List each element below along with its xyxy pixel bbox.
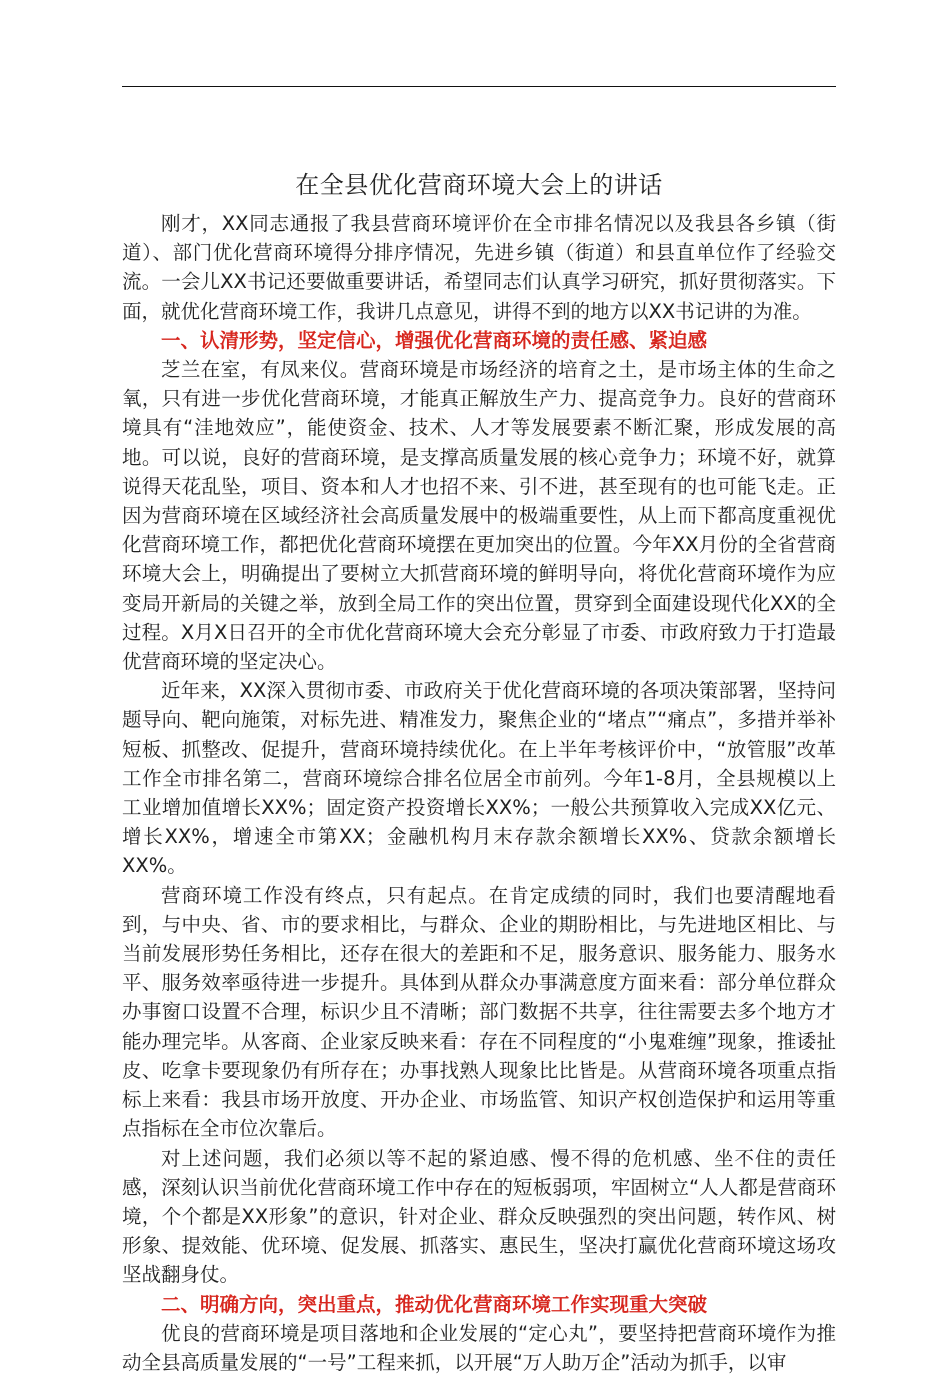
paragraph-urgency: 对上述问题，我们必须以等不起的紧迫感、慢不得的危机感、坐不住的责任感，深刻认识当前优化营商环境工作中存在的短板弱项，牢固树立“人人都是营商环境，个个都是XX形象”的意识，针对企业、群众反映强烈的突出问题，转作风、树形象、提效能、优环境、促发展、抓落实、惠民生，坚决打赢优化营商环境这场攻坚战翻身仗。 [122,1146,836,1287]
paragraph-intro: 刚才，XX同志通报了我县营商环境评价在全市排名情况以及我县各乡镇（街道）、部门优化营商环境得分排序情况，先进乡镇（街道）和县直单位作了经验交流。一会儿XX书记还要做重要讲话，希望同志们认真学习研究，抓好贯彻落实。下面，就优化营商环境工作，我讲几点意见，讲得不到的地方以XX书记讲的为准。 [122,212,836,323]
paragraph-business-environment-importance: 芝兰在室，有凤来仪。营商环境是市场经济的培育之土，是市场主体的生命之氧，只有进一步优化营商环境，才能真正解放生产力、提高竞争力。良好的营商环境具有“洼地效应”，能使资金、技术、人才等发展要素不断汇聚，形成发展的高地。可以说，良好的营商环境，是支撑高质量发展的核心竞争力；环境不好，就算说得天花乱坠，项目、资本和人才也招不来、引不进，甚至现有的也可能飞走。正因为营商环境在区域经济社会高质量发展中的极端重要性，从上而下都高度重视优化营商环境工作，都把优化营商环境摆在更加突出的位置。今年XX月份的全省营商环境大会上，明确提出了要树立大抓营商环境的鲜明导向，将优化营商环境作为应变局开新局的关键之举，放到全局工作的突出位置，贯穿到全面建设现代化XX的全过程。X月X日召开的全市优化营商环境大会充分彰显了市委、市政府致力于打造最优营商环境的坚定决心。 [122,358,836,674]
header-rule [122,86,836,87]
paragraph-existing-gaps: 营商环境工作没有终点，只有起点。在肯定成绩的同时，我们也要清醒地看到，与中央、省、市的要求相比，与群众、企业的期盼相比，与先进地区相比、与当前发展形势任务相比，还存在很大的差距和不足，服务意识、服务能力、服务水平、服务效率亟待进一步提升。具体到从群众办事满意度方面来看：部分单位群众办事窗口设置不合理，标识少且不清晰；部门数据不共享，往往需要去多个地方才能办理完毕。从客商、企业家反映来看：存在不同程度的“小鬼难缠”现象，推诿扯皮、吃拿卡要现象仍有所存在；办事找熟人现象比比皆是。从营商环境各项重点指标上来看：我县市场开放度、开办企业、市场监管、知识产权创造保护和运用等重点指标在全市位次靠后。 [122,883,836,1141]
document-title: 在全县优化营商环境大会上的讲话 [295,171,663,200]
section-heading-2: 二、明确方向，突出重点，推动优化营商环境工作实现重大突破 [161,1292,708,1316]
document-body [122,209,836,1377]
paragraph-recent-achievements: 近年来，XX深入贯彻市委、市政府关于优化营商环境的各项决策部署，坚持问题导向、靶向施策，对标先进、精准发力，聚焦企业的“堵点”“痛点”，多措并举补短板、抓整改、促提升，营商环境持续优化。在上半年考核评价中，“放管服”改革工作全市排名第二，营商环境综合排名位居全市前列。今年1-8月，全县规模以上工业增加值增长XX%；固定资产投资增长XX%；一般公共预算收入完成XX亿元、增长XX%，增速全市第XX；金融机构月末存款余额增长XX%、贷款余额增长XX%。 [122,679,836,878]
section-heading-1: 一、认清形势，坚定信心，增强优化营商环境的责任感、紧迫感 [161,328,708,352]
paragraph-direction: 优良的营商环境是项目落地和企业发展的“定心丸”，要坚持把营商环境作为推动全县高质量发展的“一号”工程来抓，以开展“万人助万企”活动为抓手，以审 [122,1321,836,1374]
